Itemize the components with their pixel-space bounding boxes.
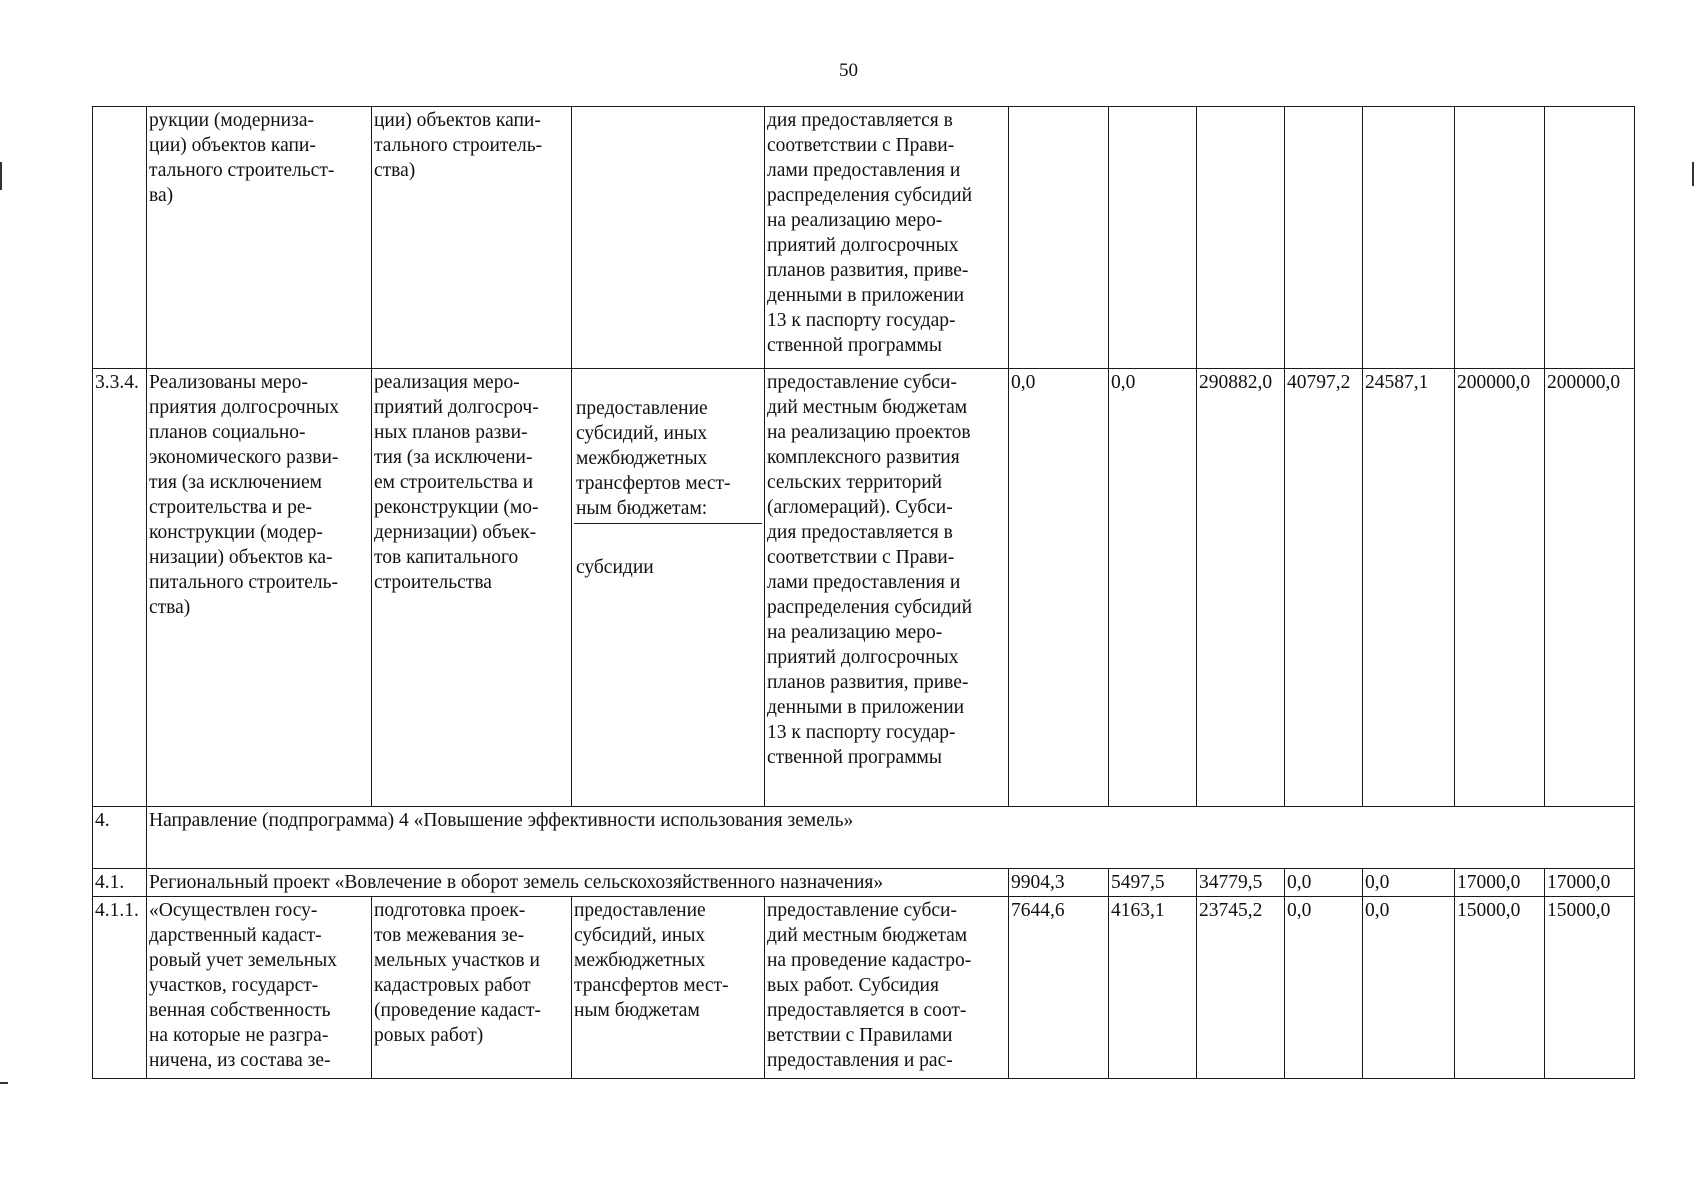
- cell-value: 23745,2: [1197, 897, 1285, 1079]
- cell-result-name: рукции (модерниза- ции) объектов капи- тального строительст- ва): [147, 107, 372, 369]
- section-title: Направление (подпрограмма) 4 «Повышение эффективности использования земель»: [147, 807, 1635, 869]
- cell-value: 17000,0: [1545, 869, 1635, 897]
- cell-value: 290882,0: [1197, 369, 1285, 807]
- mechanism-bottom: субсидии: [576, 557, 654, 578]
- scan-mark-right: [1692, 162, 1694, 186]
- cell-value: 24587,1: [1363, 369, 1455, 807]
- cell-value: 0,0: [1285, 897, 1363, 1079]
- cell-result-name: «Осуществлен госу- дарственный кадаст- ровый учет земельных участков, государст- венная собственность на которые не разгра- ничена, из состава зе-: [147, 897, 372, 1079]
- project-title: Региональный проект «Вовлечение в оборот земель сельскохозяйственного назначения»: [147, 869, 1009, 897]
- table-row: [93, 369, 1635, 807]
- cell-description: предоставление субси- дий местным бюджетам на реализацию проектов комплексного развития сельских территорий (агломераций). Субси- дия предоставляется в соответствии с Прави- лами предоставления и распределения субсидий на реализацию меро- приятий долгосрочных планов развития, приве- денными в приложении 13 к паспорту государ- ственной программы: [765, 369, 1009, 807]
- cell-number: 4.: [93, 807, 147, 869]
- cell-value: 0,0: [1009, 369, 1109, 807]
- cell-number: 4.1.: [93, 869, 147, 897]
- cell-description: дия предоставляется в соответствии с Прави- лами предоставления и распределения субсидий на реализацию меро- приятий долгосрочных планов развития, приве- денными в приложении 13 к паспорту государ- ственной программы: [765, 107, 1009, 369]
- cell-value: 200000,0: [1455, 369, 1545, 807]
- cell-value: 0,0: [1363, 869, 1455, 897]
- cell-value: 0,0: [1109, 369, 1197, 807]
- table-row: [93, 869, 1635, 897]
- cell-number: 4.1.1.: [93, 897, 147, 1079]
- cell-mechanism: [572, 369, 765, 807]
- table-row: [93, 807, 1635, 869]
- cell-value: 7644,6: [1009, 897, 1109, 1079]
- cell-mechanism: [572, 107, 765, 369]
- cell-result-name: Реализованы меро- приятия долгосрочных планов социально- экономического разви- тия (за исключением строительства и ре- конструкции (модер- низации) объектов ка- питального строитель- ства): [147, 369, 372, 807]
- page-number: 50: [839, 60, 858, 81]
- cell-number: 3.3.4.: [93, 369, 147, 807]
- cell-number: [93, 107, 147, 369]
- cell-value: 34779,5: [1197, 869, 1285, 897]
- cell-value: 4163,1: [1109, 897, 1197, 1079]
- scan-mark-left: [0, 162, 2, 190]
- cell-value: [1009, 107, 1109, 369]
- cell-value: 15000,0: [1455, 897, 1545, 1079]
- table-row: [93, 897, 1635, 1079]
- cell-value: [1545, 107, 1635, 369]
- cell-value: [1455, 107, 1545, 369]
- cell-value: [1109, 107, 1197, 369]
- cell-value: 9904,3: [1009, 869, 1109, 897]
- cell-value: 15000,0: [1545, 897, 1635, 1079]
- cell-value: 200000,0: [1545, 369, 1635, 807]
- cell-mechanism: предоставление субсидий, иных межбюджетных трансфертов мест- ным бюджетам: [572, 897, 765, 1079]
- cell-description: предоставление субси- дий местным бюджетам на проведение кадастро- вых работ. Субсидия предоставляется в соот- ветствии с Правилами предоставления и рас-: [765, 897, 1009, 1079]
- cell-activity: подготовка проек- тов межевания зе- мельных участков и кадастровых работ (проведение кадаст- ровых работ): [372, 897, 572, 1079]
- cell-value: 0,0: [1363, 897, 1455, 1079]
- scan-mark-bottom: [0, 1082, 8, 1084]
- table-row: [93, 107, 1635, 369]
- mechanism-top: предоставление субсидий, иных межбюджетных трансфертов мест- ным бюджетам:: [574, 395, 762, 524]
- cell-value: 0,0: [1285, 869, 1363, 897]
- cell-value: [1197, 107, 1285, 369]
- cell-value: 40797,2: [1285, 369, 1363, 807]
- cell-value: [1285, 107, 1363, 369]
- cell-activity: реализация меро- приятий долгосроч- ных планов разви- тия (за исключени- ем строительства и реконструкции (мо- дернизации) объек- тов капитального строительства: [372, 369, 572, 807]
- program-table: [92, 106, 1635, 1079]
- cell-activity: ции) объектов капи- тального строитель- ства): [372, 107, 572, 369]
- cell-value: 5497,5: [1109, 869, 1197, 897]
- cell-value: 17000,0: [1455, 869, 1545, 897]
- cell-value: [1363, 107, 1455, 369]
